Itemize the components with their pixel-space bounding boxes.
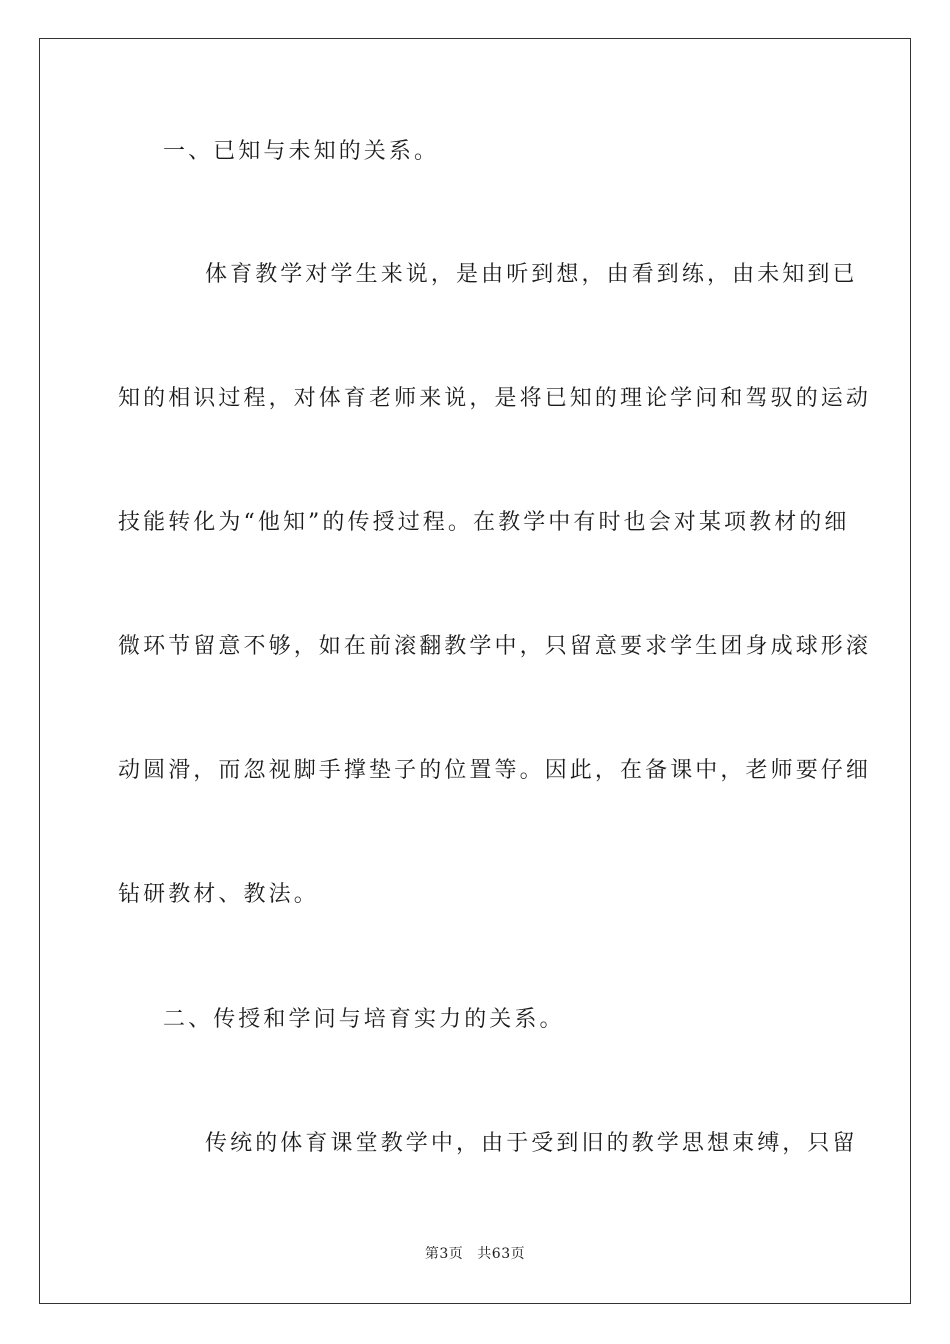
paragraph-line: 体育教学对学生来说，是由听到想，由看到练，由未知到已	[205, 262, 858, 287]
total-pages: 共63页	[477, 1246, 526, 1262]
page-number: 第3页	[424, 1246, 464, 1262]
page-border	[39, 38, 911, 1304]
section-heading-1: 一、已知与未知的关系。	[163, 139, 440, 164]
paragraph-line: 传统的体育课堂教学中，由于受到旧的教学思想束缚，只留	[205, 1131, 858, 1156]
paragraph-line: 动圆滑，而忽视脚手撑垫子的位置等。因此，在备课中，老师要仔细	[118, 758, 872, 783]
paragraph-line: 微环节留意不够，如在前滚翻教学中，只留意要求学生团身成球形滚	[118, 634, 872, 659]
section-heading-2: 二、传授和学问与培育实力的关系。	[163, 1007, 565, 1032]
paragraph-line: 钻研教材、教法。	[118, 882, 319, 907]
paragraph-line: 技能转化为“他知”的传授过程。在教学中有时也会对某项教材的细	[118, 510, 850, 535]
paragraph-line: 知的相识过程，对体育老师来说，是将已知的理论学问和驾驭的运动	[118, 386, 872, 411]
page-footer	[0, 1244, 950, 1264]
